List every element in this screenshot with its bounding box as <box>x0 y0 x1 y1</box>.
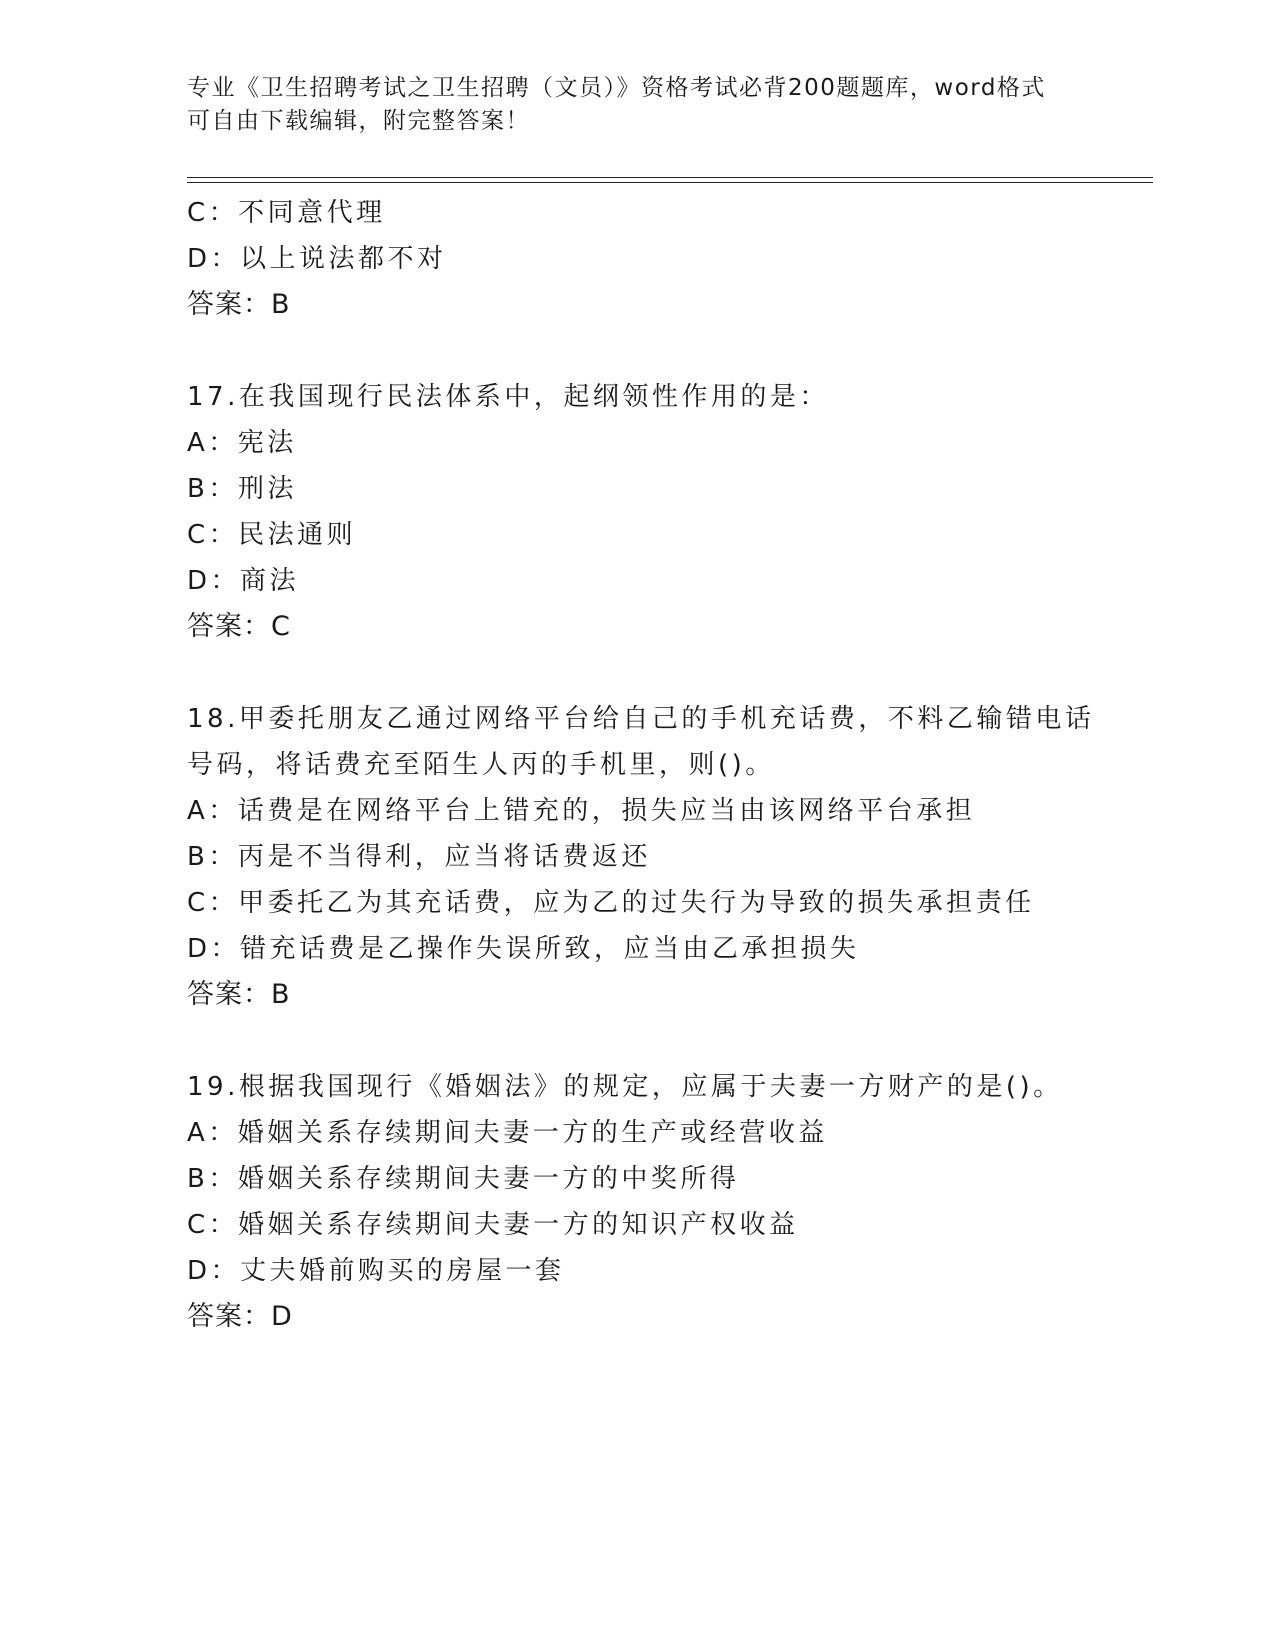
header-divider-top <box>187 177 1153 178</box>
q19-option-a: A：婚姻关系存续期间夫妻一方的生产或经营收益 <box>187 1118 828 1148</box>
q18-option-d: D：错充话费是乙操作失误所致，应当由乙承担损失 <box>187 934 860 964</box>
q19-option-d: D：丈夫婚前购买的房屋一套 <box>187 1256 565 1286</box>
q18-option-c: C：甲委托乙为其充话费，应为乙的过失行为导致的损失承担责任 <box>187 888 1035 918</box>
spacer <box>187 650 1087 696</box>
q17-option-b: B：刑法 <box>187 474 297 504</box>
q17-option-a: A：宪法 <box>187 428 297 458</box>
q17-stem: 17.在我国现行民法体系中，起纲领性作用的是： <box>187 382 829 412</box>
q17-option-c: C：民法通则 <box>187 520 357 550</box>
q19-answer: 答案：D <box>187 1301 293 1332</box>
q18-stem-line-1: 18.甲委托朋友乙通过网络平台给自己的手机充话费，不料乙输错电话 <box>187 704 1095 734</box>
q19-option-b: B：婚姻关系存续期间夫妻一方的中奖所得 <box>187 1164 740 1194</box>
header-divider-bottom <box>187 182 1153 183</box>
q18-stem-line-2: 号码，将话费充至陌生人丙的手机里，则()。 <box>187 750 775 780</box>
q19-stem: 19.根据我国现行《婚姻法》的规定，应属于夫妻一方财产的是()。 <box>187 1072 1063 1102</box>
q16-answer: 答案：B <box>187 289 291 320</box>
question-content <box>187 190 1095 1340</box>
q18-answer: 答案：B <box>187 979 291 1010</box>
q16-option-c: C：不同意代理 <box>187 198 386 228</box>
q18-option-b: B：丙是不当得利，应当将话费返还 <box>187 842 651 872</box>
q19-option-c: C：婚姻关系存续期间夫妻一方的知识产权收益 <box>187 1210 799 1240</box>
q17-answer: 答案：C <box>187 611 291 642</box>
spacer <box>187 1018 1087 1064</box>
document-header <box>187 72 1067 138</box>
header-line-2: 可自由下载编辑，附完整答案！ <box>187 108 530 134</box>
q17-option-d: D：商法 <box>187 566 300 596</box>
header-line-1: 专业《卫生招聘考试之卫生招聘（文员）》资格考试必背200题题库，word格式 <box>187 75 1046 101</box>
q16-option-d: D：以上说法都不对 <box>187 244 447 274</box>
spacer <box>187 328 1087 374</box>
q18-option-a: A：话费是在网络平台上错充的，损失应当由该网络平台承担 <box>187 796 976 826</box>
